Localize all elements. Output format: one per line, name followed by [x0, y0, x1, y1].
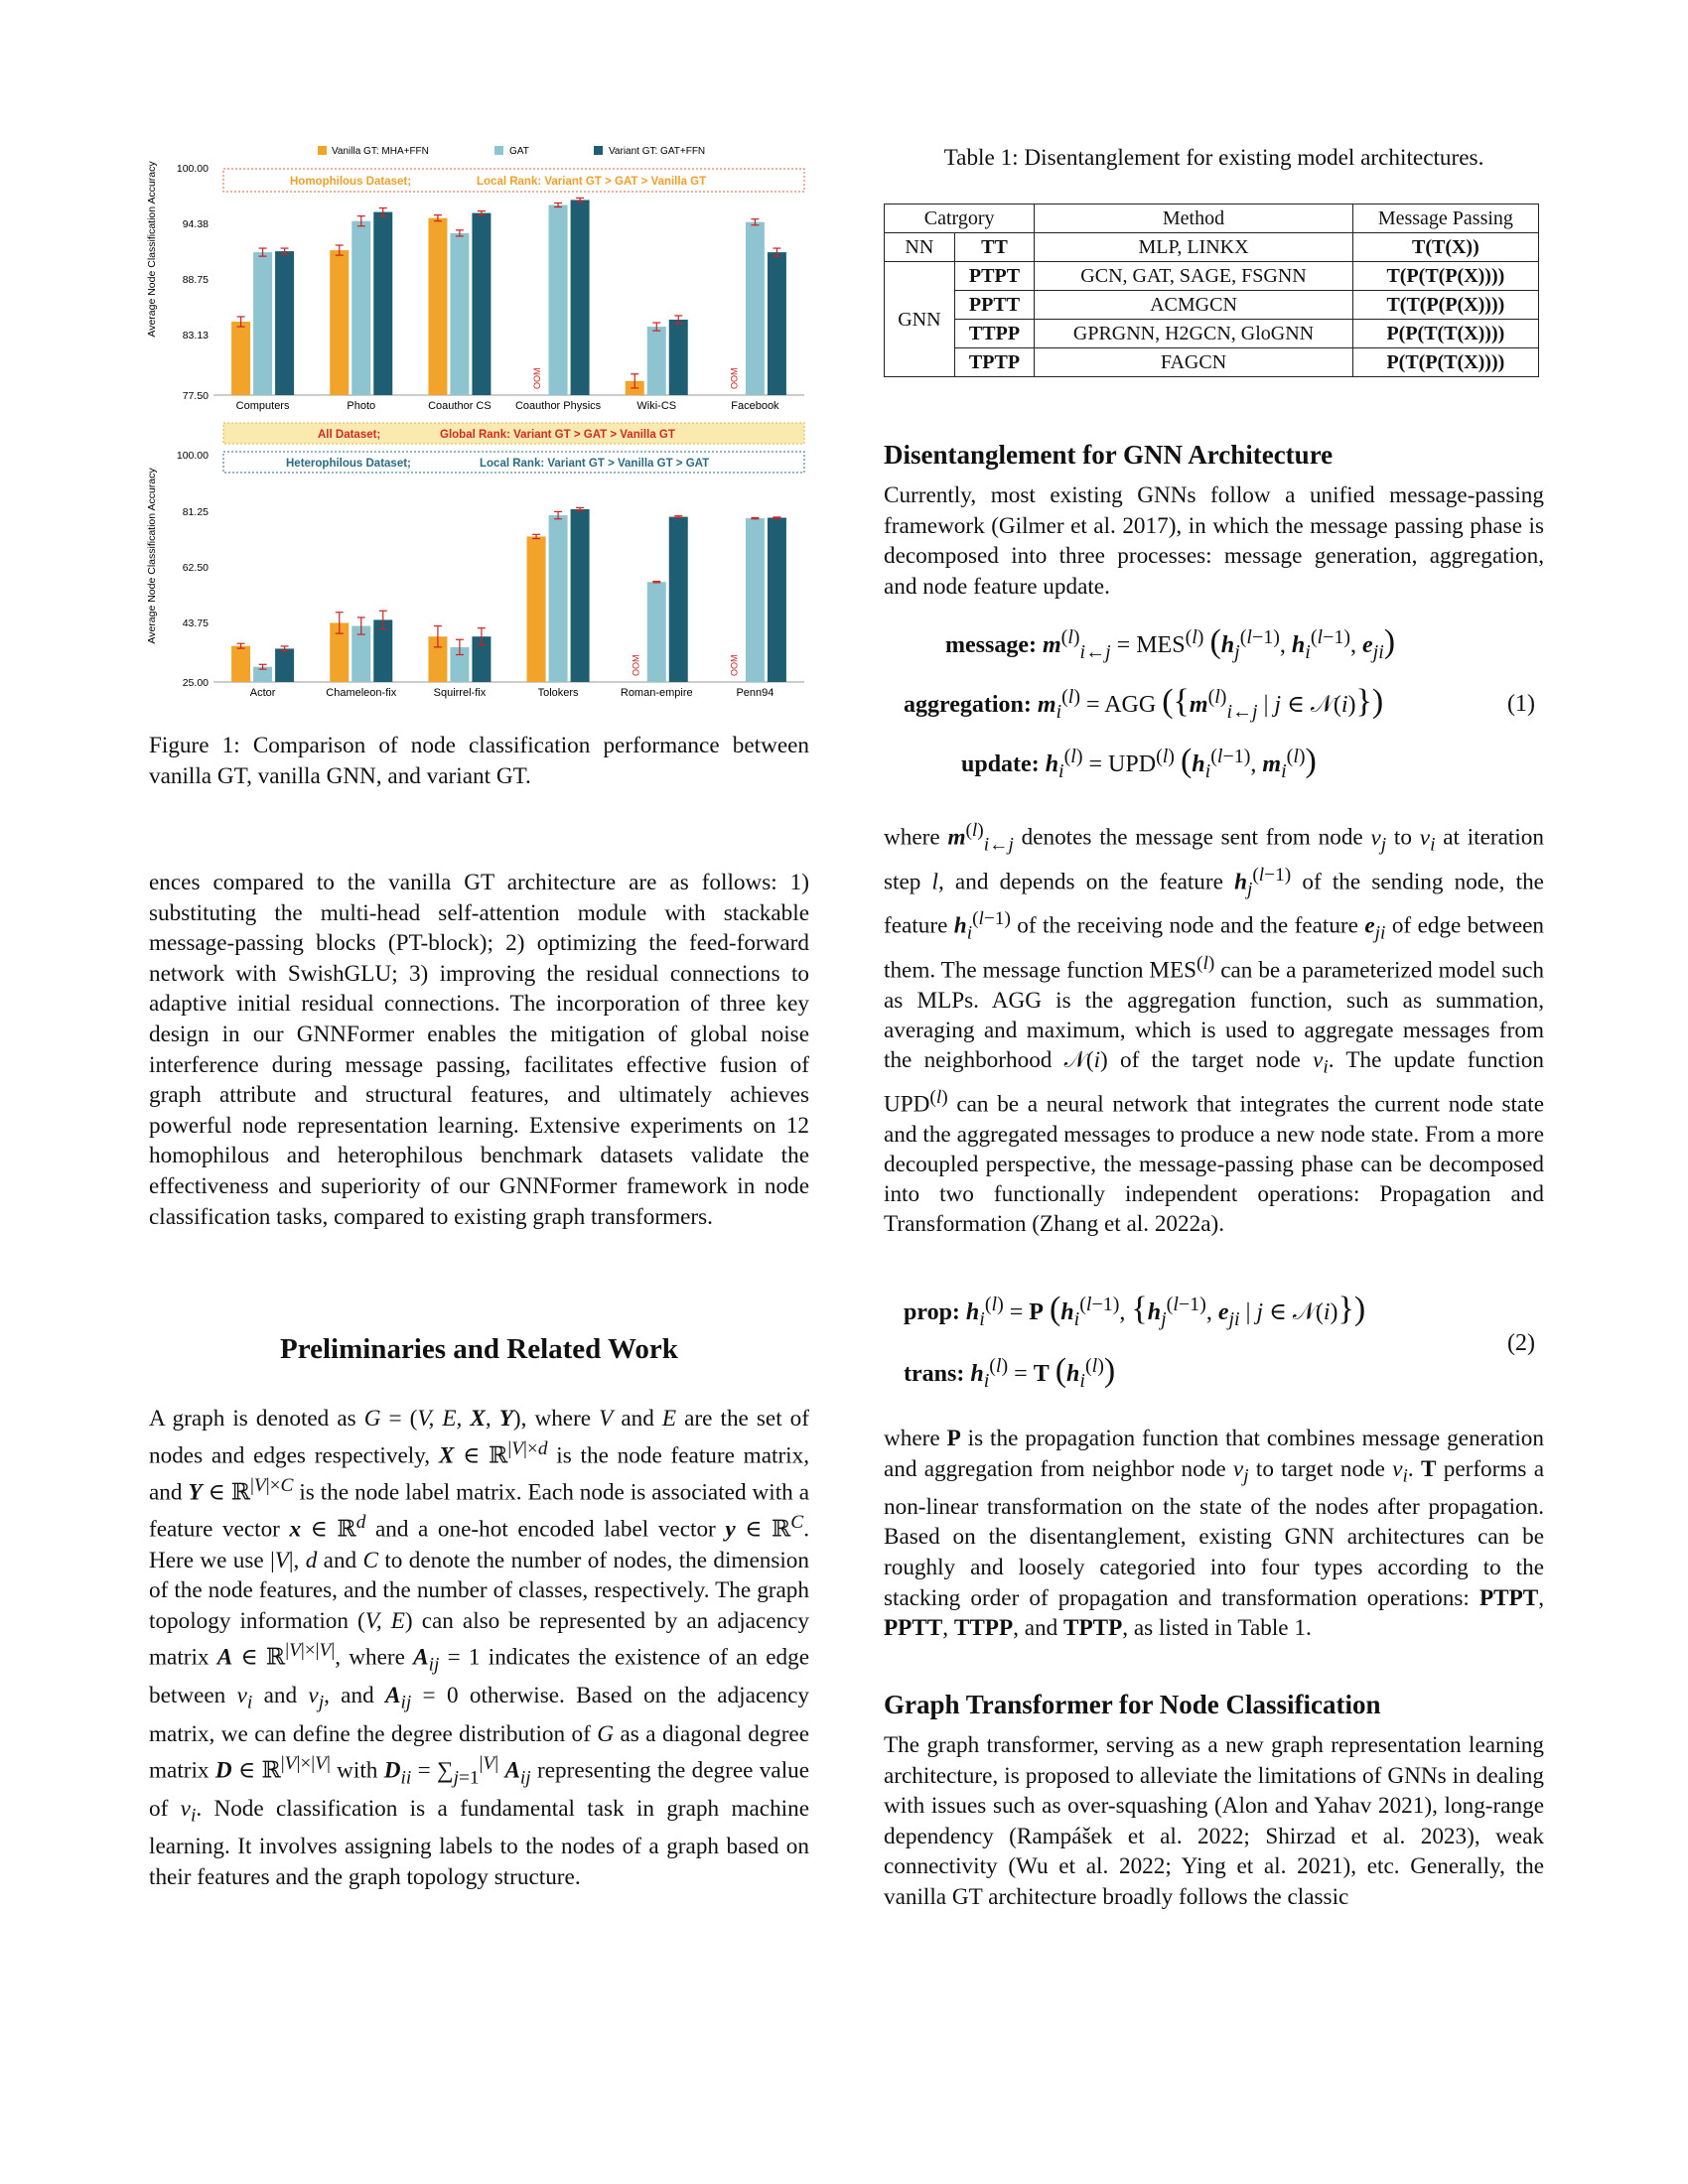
bar — [450, 233, 469, 395]
top-ytick: 83.13 — [182, 330, 209, 341]
top-ytick: 94.38 — [182, 218, 209, 230]
table-cell: P(P(T(T(X)))) — [1352, 320, 1538, 348]
bar — [428, 218, 447, 395]
x-tick-label: Coauthor CS — [428, 400, 492, 412]
section-title-preliminaries: Preliminaries and Related Work — [280, 1333, 678, 1365]
legend-swatch-gat — [494, 146, 503, 155]
table-cell: PPTT — [954, 291, 1035, 320]
table-cell: T(P(T(P(X)))) — [1352, 262, 1538, 291]
figure-1-caption: Figure 1: Comparison of node classification performance between vanilla GT, vanilla GNN, and variant GT. — [149, 733, 809, 789]
bar — [746, 518, 765, 682]
bottom-ytick: 81.25 — [182, 506, 209, 518]
table-cell: MLP, LINKX — [1035, 233, 1353, 262]
bar — [768, 518, 786, 682]
bar — [549, 205, 568, 395]
table-cell: P(T(P(T(X)))) — [1352, 348, 1538, 377]
bar — [253, 252, 272, 395]
propagation-paragraph: where P is the propagation function that combines message generation and aggregation from neighbor node $v_j$ to target node $v_i$. T performs a non-linear transformation on the state of the nodes after propagation. Based on the disentanglement, existing GNN architectures can be roughly and loosely categoried into four types according to the stacking order of propagation and transformation operations: PTPT, PPTT, TTPP, and TPTP, as listed in Table 1. — [884, 1426, 1545, 1642]
oom-label: OOM — [631, 654, 641, 676]
bar — [768, 252, 786, 395]
table-row — [885, 233, 1539, 262]
table-cell: TT — [954, 233, 1035, 262]
top-bar-group — [231, 198, 786, 395]
legend-label-variant: Variant GT: GAT+FFN — [609, 146, 706, 157]
oom-label: OOM — [532, 367, 543, 389]
bottom-y-axis-label: Average Node Classification Accuracy — [146, 468, 158, 644]
table-header-row — [885, 205, 1539, 233]
section-title-graph-transformer: Graph Transformer for Node Classification — [884, 1690, 1381, 1719]
bottom-ytick: 100.00 — [176, 450, 209, 462]
bar — [231, 646, 250, 682]
legend-label-vanilla: Vanilla GT: MHA+FFN — [332, 146, 429, 157]
x-tick-label: Coauthor Physics — [514, 400, 602, 412]
bottom-banner-right: Local Rank: Variant GT > Vanilla GT > GAT — [480, 458, 710, 470]
bottom-y-ticks — [177, 450, 209, 689]
table-cell: NN — [885, 233, 955, 262]
top-banner — [223, 169, 804, 192]
table-cell: FAGCN — [1035, 348, 1353, 377]
oom-label: OOM — [729, 367, 740, 389]
bottom-banner-left: Heterophilous Dataset; — [286, 458, 411, 470]
top-ytick: 88.75 — [182, 274, 209, 286]
bar — [275, 251, 294, 395]
middle-banner — [223, 423, 804, 444]
bar — [275, 648, 294, 682]
top-ytick: 77.50 — [182, 390, 209, 402]
table-cell: T(T(X)) — [1352, 233, 1538, 262]
x-tick-label: Penn94 — [736, 687, 774, 699]
table-cell: GCN, GAT, SAGE, FSGNN — [1035, 262, 1353, 291]
x-tick-label: Squirrel-fix — [433, 687, 487, 699]
message-passing-paragraph: where $m^{(l)}_{i\leftarrow j}$ denotes the message sent from node $v_j$ to $v_i$ at iteration step l, and depends on the feature $h_j^{(l-1)}$ of the sending node, the feature $h_i^{(l-1)}$ of the receiving node and the feature $e_{ji}$ of edge between them. The message function MES$^{(l)}$ can be a parameterized model such as MLPs. AGG is the aggregation function, such as summation, averaging and maximum, which is used to aggregate messages from the neighborhood 𝒩(i) of the target node $v_i$. The update function UPD$^{(l)}$ can be a neural network that integrates the current node state and the aggregated messages to produce a new node state. From a more decoupled perspective, the message-passing phase can be decomposed into two functionally independent operations: Propagation and Transformation (Zhang et al. 2022a). — [884, 820, 1545, 1238]
table-header: Catrgory — [885, 205, 1035, 233]
table-cell: T(T(P(P(X)))) — [1352, 291, 1538, 320]
table-cell: GPRGNN, H2GCN, GloGNN — [1035, 320, 1353, 348]
bar — [669, 320, 688, 395]
bar — [647, 582, 666, 682]
bar — [647, 327, 666, 395]
bar — [527, 536, 546, 682]
oom-label: OOM — [729, 654, 740, 676]
figure-1-chart — [139, 139, 814, 710]
section-title-disentanglement: Disentanglement for GNN Architecture — [884, 440, 1334, 470]
bottom-ytick: 62.50 — [182, 562, 209, 574]
bar — [571, 200, 590, 395]
table-header: Method — [1035, 205, 1353, 233]
bar — [472, 213, 491, 395]
table-cell: TPTP — [954, 348, 1035, 377]
x-tick-label: Tolokers — [537, 687, 579, 699]
bar — [549, 515, 568, 682]
x-tick-label: Chameleon-fix — [326, 687, 397, 699]
table-cell: TTPP — [954, 320, 1035, 348]
top-y-ticks — [177, 163, 209, 402]
table-cell: ACMGCN — [1035, 291, 1353, 320]
intro-paragraph: ences compared to the vanilla GT architecture are as follows: 1) substituting the multi-head self-attention module with stackable message-passing blocks (PT-block); 2) optimizing the feed-forward network with SwishGLU; 3) improving the residual connections to adaptive initial residual connections. The incorporation of three key design in our GNNFormer enables the mitigation of global noise interference during message passing, facilitates effective fusion of graph attribute and structural features, and ultimately achieves powerful node representation learning. Extensive experiments on 12 homophilous and heterophilous benchmark datasets validate the effectiveness and superiority of our GNNFormer framework in node classification tasks, compared to existing graph transformers. — [149, 870, 809, 1230]
bottom-banner — [223, 452, 804, 473]
bottom-ytick: 25.00 — [182, 677, 209, 689]
bar — [330, 250, 349, 395]
bar — [373, 212, 392, 395]
legend-label-gat: GAT — [509, 146, 529, 157]
preliminaries-paragraph: A graph is denoted as G = (V, E, X, Y), where V and E are the set of nodes and edges respectively, X ∈ ℝ$^{|V|\times d}$ is the node feature matrix, and Y ∈ ℝ$^{|V|\times C}$ is the node label matrix. Each node is associated with a feature vector x ∈ ℝ$^d$ and a one-hot encoded label vector y ∈ ℝ$^C$. Here we use |V|, d and C to denote the number of nodes, the dimension of the node features, and the number of classes, respectively. The graph topology information (V, E) can also be represented by an adjacency matrix A ∈ ℝ$^{|V|\times|V|}$, where $A_{ij} = 1$ indicates the existence of an edge between $v_i$ and $v_j$, and $A_{ij} = 0$ otherwise. Based on the adjacency matrix, we can define the degree distribution of G as a diagonal degree matrix D ∈ ℝ$^{|V|\times|V|}$ with $D_{ii} = \sum_{j=1}^{|V|}$ $A_{ij}$ representing the degree value of $v_i$. Node classification is a fundamental task in graph machine learning. It involves assigning labels to the nodes of a graph based on their features and the graph topology structure. — [149, 1406, 810, 1890]
top-x-tick-labels — [236, 400, 779, 412]
bar — [669, 517, 688, 682]
table-cell: GNN — [885, 262, 955, 377]
table-row — [885, 291, 1539, 320]
table-row — [885, 262, 1539, 291]
chart-legend — [318, 146, 705, 157]
bar — [746, 222, 765, 395]
bar — [571, 509, 590, 682]
bar — [352, 221, 370, 395]
middle-banner-right: Global Rank: Variant GT > GAT > Vanilla GT — [440, 429, 675, 441]
table-cell: PTPT — [954, 262, 1035, 291]
table-row — [885, 320, 1539, 348]
x-tick-label: Computers — [235, 400, 290, 412]
top-banner-right: Local Rank: Variant GT > GAT > Vanilla GT — [477, 176, 707, 188]
legend-swatch-vanilla — [318, 146, 327, 155]
disentanglement-paragraph: Currently, most existing GNNs follow a unified message-passing framework (Gilmer et al. 2017), in which the message passing phase is decomposed into three processes: message generation, aggregation, and node feature update. — [884, 482, 1544, 600]
table-1 — [884, 204, 1539, 377]
table-1-caption: Table 1: Disentanglement for existing model architectures. — [943, 145, 1484, 171]
x-tick-label: Wiki-CS — [636, 400, 677, 412]
x-tick-label: Photo — [347, 400, 376, 412]
middle-banner-left: All Dataset; — [318, 429, 381, 441]
x-tick-label: Actor — [249, 687, 276, 699]
bar — [231, 322, 250, 395]
graph-transformer-paragraph: The graph transformer, serving as a new graph representation learning architecture, is proposed to alleviate the limitations of GNNs in dealing with issues such as over-squashing (Alon and Yahav 2021), long-range dependency (Rampášek et al. 2022; Shirzad et al. 2023), weak connectivity (Wu et al. 2022; Ying et al. 2021), etc. Generally, the vanilla GT architecture broadly follows the classic — [884, 1732, 1544, 1910]
top-y-axis-label: Average Node Classification Accuracy — [146, 161, 158, 338]
top-banner-left: Homophilous Dataset; — [290, 176, 412, 188]
top-ytick: 100.00 — [176, 163, 209, 175]
legend-swatch-variant — [594, 146, 603, 155]
bottom-bar-group — [231, 507, 786, 682]
x-tick-label: Facebook — [731, 400, 779, 412]
bottom-ytick: 43.75 — [182, 617, 209, 629]
table-row — [885, 348, 1539, 377]
x-tick-label: Roman-empire — [620, 687, 693, 699]
table-header: Message Passing — [1352, 205, 1538, 233]
bottom-x-tick-labels — [250, 687, 774, 699]
